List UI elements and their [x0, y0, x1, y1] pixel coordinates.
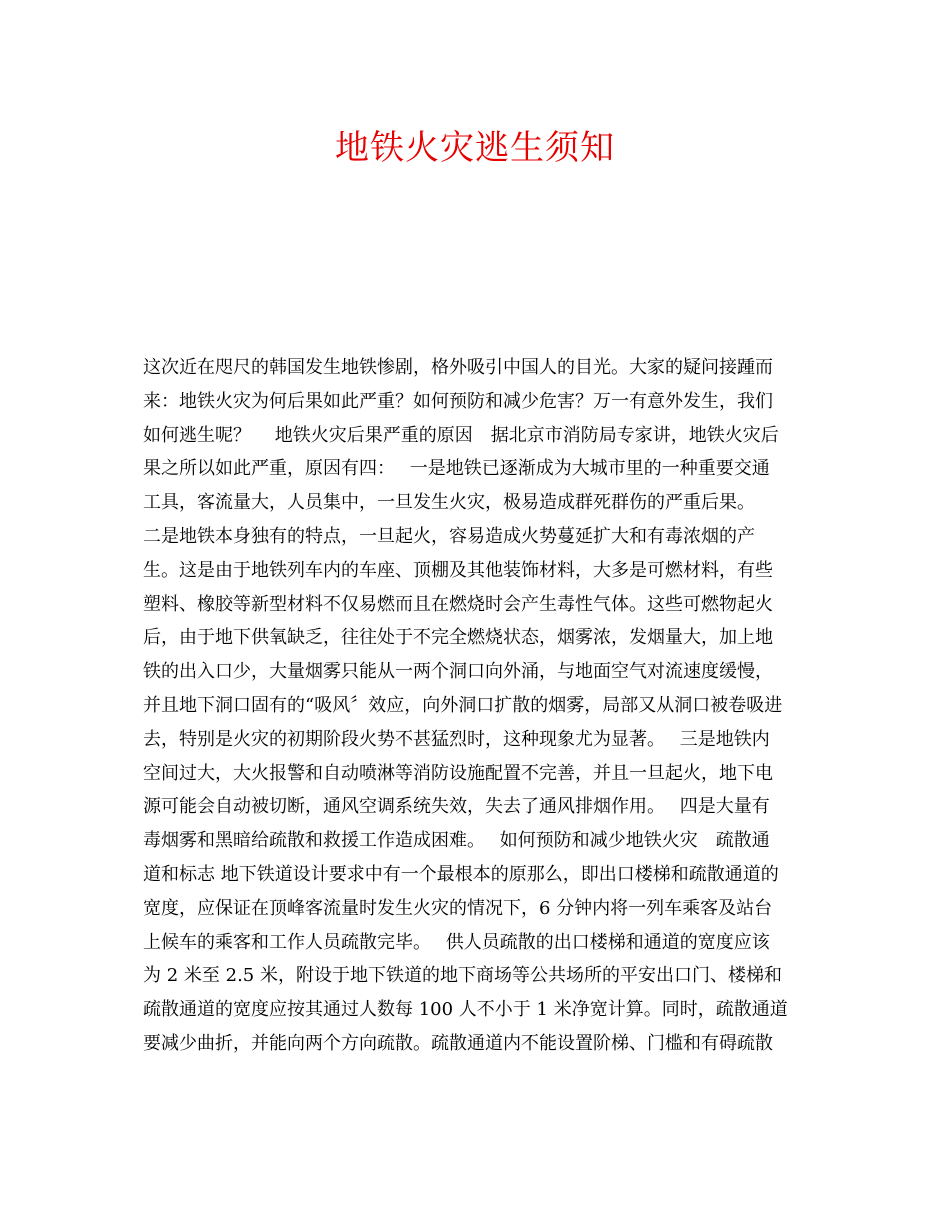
body-line: 铁的出入口少，大量烟雾只能从一两个洞口向外涌，与地面空气对流速度缓慢，: [143, 661, 773, 683]
body-line: 要减少曲折，并能向两个方向疏散。疏散通道内不能设置阶梯、门槛和有碍疏散: [143, 1032, 773, 1054]
body-line: 生。这是由于地铁列车内的车座、顶棚及其他装饰材料，大多是可燃材料，有些: [143, 559, 773, 581]
body-line: 疏散通道的宽度应按其通过人数每 100 人不小于 1 米净宽计算。同时，疏散通道: [143, 999, 788, 1021]
body-line: 空间过大，大火报警和自动喷淋等消防设施配置不完善，并且一旦起火，地下电: [143, 762, 773, 784]
body-line: 塑料、橡胶等新型材料不仅易燃而且在燃烧时会产生毒性气体。这些可燃物起火: [143, 593, 773, 615]
body-line: 果之所以如此严重，原因有四： 一是地铁已逐渐成为大城市里的一种重要交通: [143, 458, 770, 480]
body-line: 宽度，应保证在顶峰客流量时发生火灾的情况下，6 分钟内将一列车乘客及站台: [143, 897, 773, 919]
body-line: 为 2 米至 2.5 米，附设于地下铁道的地下商场等公共场所的平安出口门、楼梯和: [143, 965, 782, 987]
body-line: 如何逃生呢？ 地铁火灾后果严重的原因 据北京市消防局专家讲，地铁火灾后: [143, 424, 779, 446]
body-line: 去，特别是火灾的初期阶段火势不甚猛烈时，这种现象尤为显著。 三是地铁内: [143, 728, 770, 750]
body-line: 二是地铁本身独有的特点，一旦起火，容易造成火势蔓延扩大和有毒浓烟的产: [143, 525, 755, 547]
document-body: [143, 351, 807, 1061]
document-title: 地铁火灾逃生须知: [335, 128, 615, 168]
body-line: 后，由于地下供氧缺乏，往往处于不完全燃烧状态，烟雾浓，发烟量大，加上地: [143, 627, 773, 649]
body-line: 道和标志 地下铁道设计要求中有一个最根本的原那么，即出口楼梯和疏散通道的: [143, 863, 779, 885]
body-line: 毒烟雾和黑暗给疏散和救援工作造成困难。 如何预防和减少地铁火灾 疏散通: [143, 830, 770, 852]
body-line: 来：地铁火灾为何后果如此严重？如何预防和减少危害？万一有意外发生，我们: [143, 390, 773, 412]
body-line: 工具，客流量大，人员集中，一旦发生火灾，极易造成群死群伤的严重后果。: [143, 492, 755, 514]
body-line: 上候车的乘客和工作人员疏散完毕。 供人员疏散的出口楼梯和通道的宽度应该: [143, 931, 770, 953]
body-line: 这次近在咫尺的韩国发生地铁惨剧，格外吸引中国人的目光。大家的疑问接踵而: [143, 357, 773, 378]
body-line: 源可能会自动被切断，通风空调系统失效，失去了通风排烟作用。 四是大量有: [143, 796, 770, 818]
body-line: 并且地下洞口固有的“吸风〞效应，向外洞口扩散的烟雾，局部又从洞口被卷吸进: [143, 694, 783, 716]
